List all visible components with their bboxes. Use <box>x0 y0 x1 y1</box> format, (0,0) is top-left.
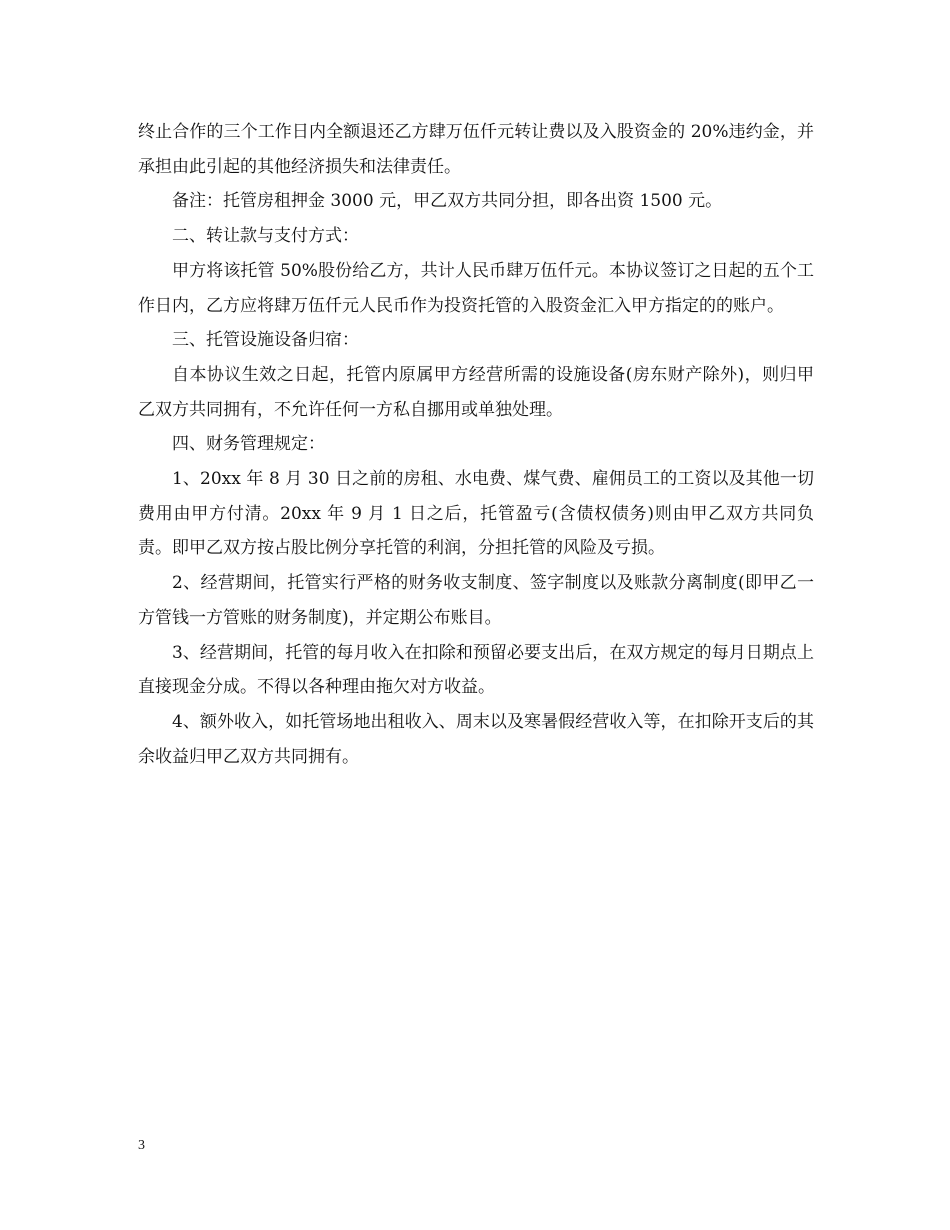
paragraph-finance-item-3: 3、经营期间，托管的每月收入在扣除和预留必要支出后，在双方规定的每月日期点上直接现金分成。不得以各种理由拖欠对方收益。 <box>138 642 814 698</box>
section-heading-finance: 四、财务管理规定： <box>172 434 325 455</box>
page-number: 3 <box>138 1138 145 1153</box>
paragraph-finance-item-1: 1、20xx 年 8 月 30 日之前的房租、水电费、煤气费、雇佣员工的工资以及其他一切费用由甲方付清。20xx 年 9 月 1 日之后，托管盈亏(含债权债务)则由甲乙双方共同负责。即甲乙双方按占股比例分享托管的利润，分担托管的风险及亏损。 <box>138 469 814 559</box>
section-heading-payment: 二、转让款与支付方式： <box>172 226 359 247</box>
paragraph-payment-terms: 甲方将该托管 50%股份给乙方，共计人民币肆万伍仟元。本协议签订之日起的五个工作日内，乙方应将肆万伍仟元人民币作为投资托管的入股资金汇入甲方指定的的账户。 <box>138 260 814 316</box>
paragraph-deposit-note: 备注：托管房租押金 3000 元，甲乙双方共同分担，即各出资 1500 元。 <box>172 191 723 212</box>
paragraph-termination-refund: 终止合作的三个工作日内全额退还乙方肆万伍仟元转让费以及入股资金的 20%违约金，并承担由此引起的其他经济损失和法律责任。 <box>138 122 814 177</box>
document-body <box>138 115 814 774</box>
paragraph-equipment-ownership: 自本协议生效之日起，托管内原属甲方经营所需的设施设备(房东财产除外)，则归甲乙双方共同拥有，不允许任何一方私自挪用或单独处理。 <box>138 364 814 420</box>
paragraph-finance-item-4: 4、额外收入，如托管场地出租收入、周末以及寒暑假经营收入等，在扣除开支后的其余收益归甲乙双方共同拥有。 <box>138 711 814 767</box>
paragraph-finance-item-2: 2、经营期间，托管实行严格的财务收支制度、签字制度以及账款分离制度(即甲乙一方管钱一方管账的财务制度)，并定期公布账目。 <box>138 573 814 628</box>
section-heading-equipment: 三、托管设施设备归宿： <box>172 330 359 351</box>
